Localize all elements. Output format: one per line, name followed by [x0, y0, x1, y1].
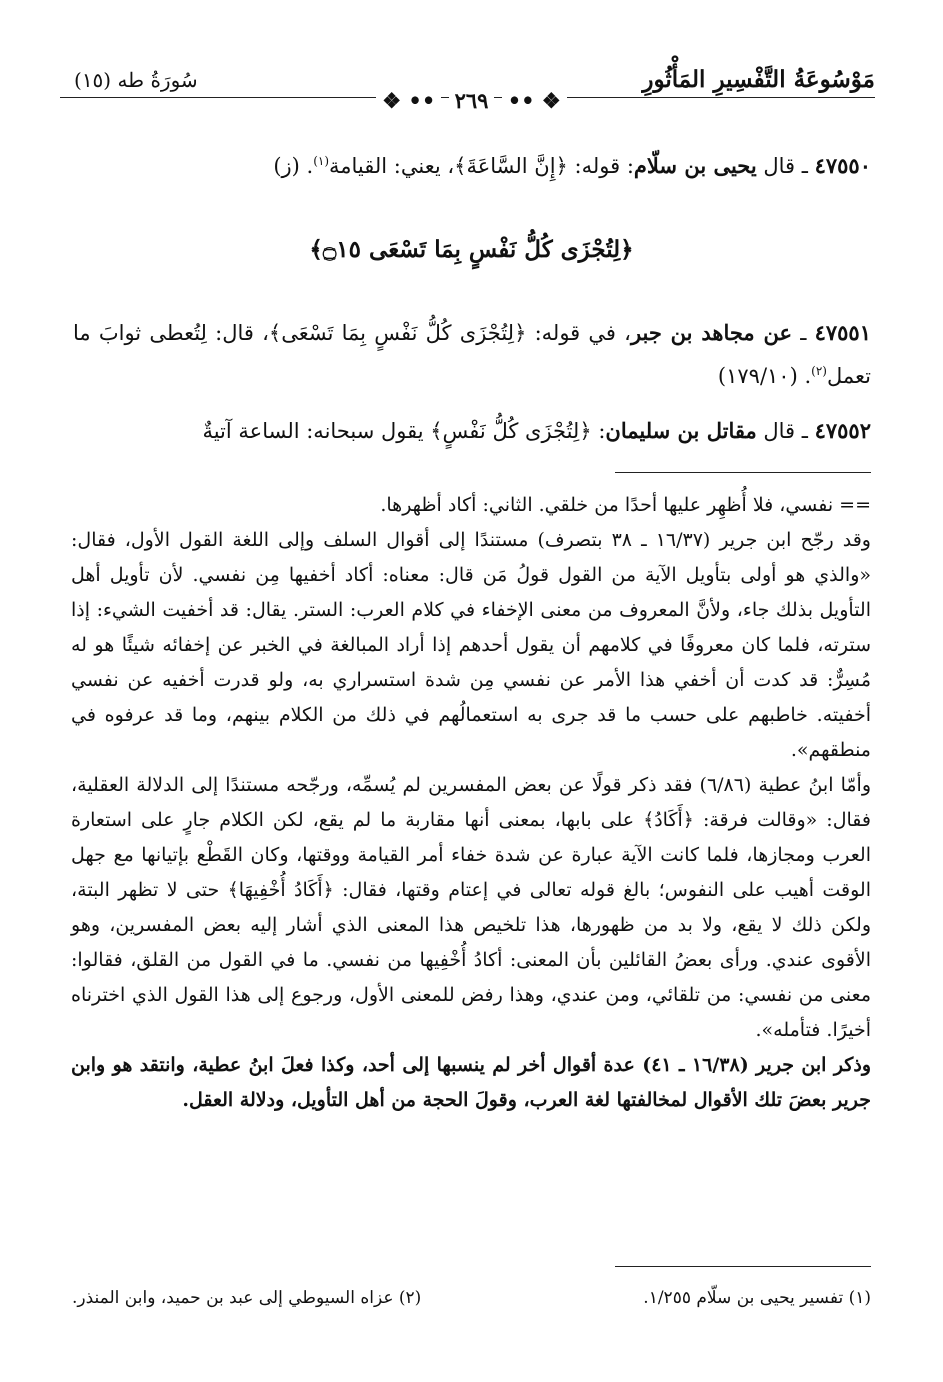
entry-47550	[73, 142, 871, 185]
note-paragraph: وذكر ابن جرير (١٦/٣٨ ـ ٤١) عدة أقوال أخر لم ينسبها إلى أحد، وكذا فعلَ ابنُ عطية، وانتقد هو وابن جرير بعضَ تلك الأقوال لمخالفتها لغة العرب، وقولَ الحجة من أهل التأويل، ودلالة العقل.	[71, 1054, 871, 1111]
footnote-1: (١) تفسير يحيى بن سلّام ١/٢٥٥.	[643, 1288, 871, 1308]
note-paragraph: == نفسي، فلا أُظهِر عليها أحدًا من خلقي. الثاني: أكاد أظهرها.	[380, 494, 871, 516]
entry-tail: . (ز)	[273, 154, 314, 178]
narrator-name: مقاتل بن سليمان	[605, 418, 757, 443]
page-number-row	[0, 88, 943, 113]
entry-number: ٤٧٥٥١	[814, 320, 871, 345]
footnote-2: (٢) عزاه السيوطي إلى عبد بن حميد، وابن المنذر.	[72, 1288, 422, 1308]
book-title: مَوْسُوعَةُ التَّفْسِيرِ المَأْثُورِ	[642, 66, 875, 93]
surah-label: سُورَةُ طه (١٥)	[74, 68, 198, 92]
ornament-icon: ❖ ••	[502, 88, 567, 113]
narrator-name: يحيى بن سلّام	[633, 153, 757, 178]
page-number: ٢٦٩	[449, 88, 495, 113]
entry-number: ٤٧٥٥٢	[814, 418, 871, 443]
footnote-rule	[615, 1266, 871, 1267]
entry-dash: ـ	[792, 321, 815, 345]
entry-text: : قوله: ﴿إِنَّ السَّاعَةَ﴾، يعني: القيامة	[329, 154, 634, 178]
entry-tail: . (١٧٩/١٠)	[717, 364, 812, 388]
narrator-name: عن مجاهد بن جبر	[630, 320, 793, 345]
commentary-notes	[71, 488, 871, 1118]
footnote-ref[interactable]: (٢)	[811, 364, 827, 378]
entry-dash: ـ قال	[756, 419, 815, 443]
entry-47551	[73, 314, 871, 395]
entry-text: ، في قوله: ﴿لِتُجْزَى كُلُّ نَفْسٍ بِمَا تَسْعَى﴾، قال: لِتُعطى ثوابَ ما تعمل	[73, 321, 871, 388]
footnote-ref[interactable]: (١)	[313, 154, 330, 168]
ornament-icon: •• ❖	[376, 88, 441, 113]
note-paragraph: وأمّا ابنُ عطية (٦/٨٦) فقد ذكر قولًا عن بعض المفسرين لم يُسمِّه، ورجّحه مستندًا إلى الدلالة العقلية، فقال: «وقالت فرقة: ﴿أَكَادُ﴾ على بابها، بمعنى أنها مقاربة ما لم يقع، لكن الكلام جارٍ على استعارة العرب ومجازها، فلما كانت الآية عبارة عن شدة خفاء أمر القيامة ووقتها، وكان القَطْع بإتيانها مع جهل الوقت أهيب على النفوس؛ بالغ قوله تعالى في إعتام وقتها، فقال: ﴿أَكَادُ أُخْفِيهَا﴾ حتى لا تظهر البتة، ولكن ذلك لا يقع، ولا بد من ظهورها، هذا تلخيص هذا المعنى الذي أشار إليه بعض المفسرين، وهو الأقوى عندي. ورأى بعضُ القائلين بأن المعنى: أكادُ أُخْفِيها من نفسي. ما في القول من القلق، فقالوا: معنى من نفسي: من تلقائي، ومن عندي، وهذا رفض للمعنى الأول، ورجوع إلى هذا القول الذي اخترناه أخيرًا. فتأمله».	[71, 774, 872, 1041]
entry-text: : ﴿لِتُجْزَى كُلُّ نَفْسٍ﴾ يقول سبحانه: الساعة آتيةٌ	[202, 419, 606, 443]
entry-number: ٤٧٥٥٠	[814, 153, 871, 178]
quran-verse: ﴿لِتُجْزَى كُلُّ نَفْسٍ بِمَا تَسْعَى ۝١٥﴾	[309, 236, 634, 263]
entry-dash: ـ قال	[756, 154, 815, 178]
notes-separator	[615, 472, 871, 473]
note-paragraph: وقد رجّح ابن جرير (١٦/٣٧ ـ ٣٨ بتصرف) مستندًا إلى أقوال السلف وإلى اللغة القول الأول، فقال: «والذي هو أولى بتأويل الآية من القول قولُ مَن قال: معناه: أكاد أخفيها مِن نفسي. لأن تأويل أهل التأويل بذلك جاء، ولأنَّ المعروف من معنى الإخفاء في كلام العرب: الستر. يقال: قد أخفيت الشيء: إذا سترته، فلما كان معروفًا في كلامهم أن يقول أحدهم إذا أراد المبالغة في الخبر عن إخفائه شيئًا هو له مُسِرٌّ: قد كدت أن أخفي هذا الأمر عن نفسي مِن شدة استسراري به، ولو قدرت أخفيه عن نفسي أخفيته. خاطبهم على حسب ما قد جرى به استعمالُهم في ذلك من الكلام بينهم، وما قد عرفوه في منطقهم».	[71, 529, 871, 761]
entry-47552	[73, 412, 871, 450]
